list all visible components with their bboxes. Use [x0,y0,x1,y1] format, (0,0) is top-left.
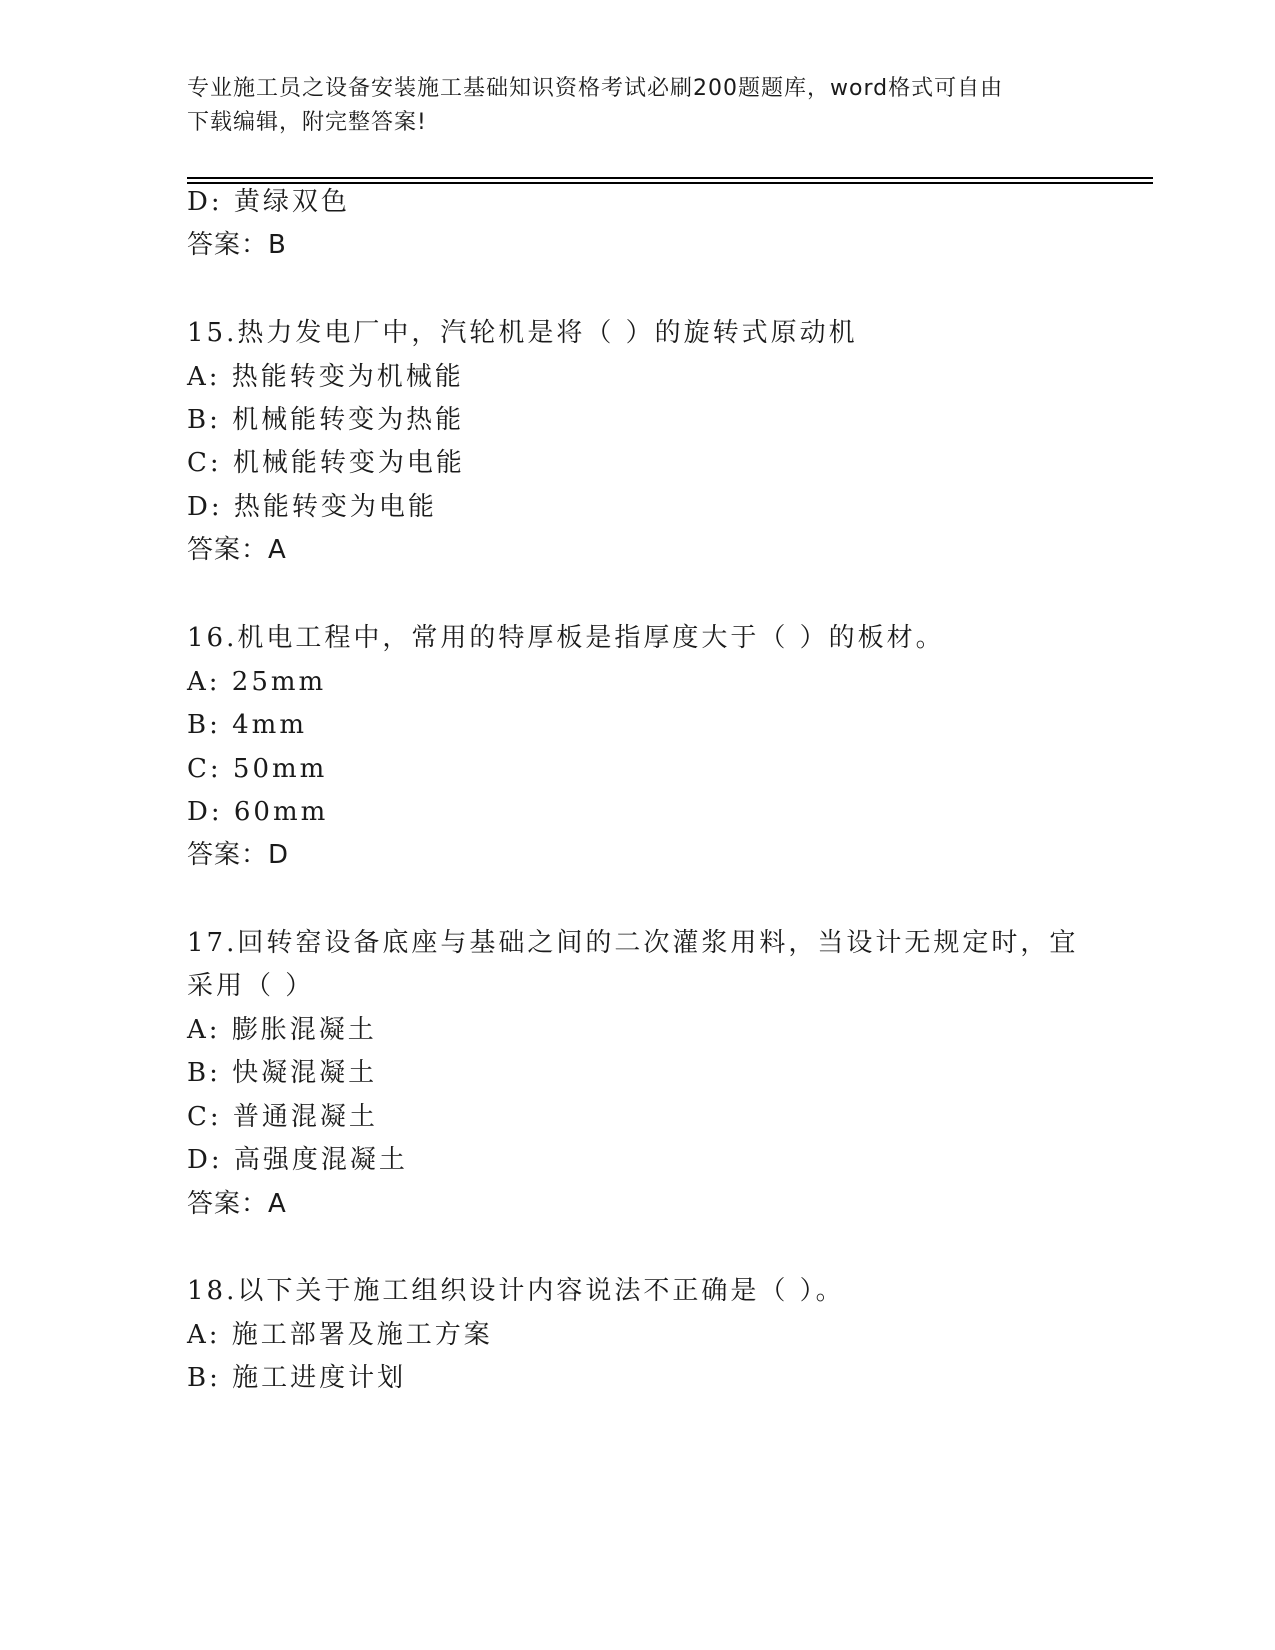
header-divider-top [187,177,1153,179]
q16-option-a: A: 25mm [187,667,327,697]
q16-answer: 答案：D [187,840,290,870]
q17-option-a: A: 膨胀混凝土 [187,1015,377,1045]
header-title-line1: 专业施工员之设备安装施工基础知识资格考试必刷200题题库，word格式可自由 [187,76,1004,101]
question-17-line1: 17.回转窑设备底座与基础之间的二次灌浆用料，当设计无规定时，宜 [187,928,1079,958]
q15-option-c: C: 机械能转变为电能 [187,448,465,478]
header-title-line2: 下载编辑，附完整答案! [187,110,427,135]
q18-option-b: B: 施工进度计划 [187,1363,407,1393]
question-17-line2: 采用（ ） [187,971,315,1001]
q15-answer: 答案：A [187,535,287,565]
q15-option-a: A: 热能转变为机械能 [187,362,464,392]
q16-option-b: B: 4mm [187,710,307,740]
q16-option-d: D: 60mm [187,797,329,827]
question-18: 18.以下关于施工组织设计内容说法不正确是（ ）。 [187,1276,845,1306]
answer-prev: 答案：B [187,230,287,260]
document-header [187,72,1067,140]
option-d-prev: D: 黄绿双色 [187,187,350,217]
q17-option-d: D: 高强度混凝土 [187,1145,408,1175]
question-15: 15.热力发电厂中，汽轮机是将（ ）的旋转式原动机 [187,318,858,348]
q15-option-d: D: 热能转变为电能 [187,492,437,522]
q16-option-c: C: 50mm [187,754,328,784]
q18-option-a: A: 施工部署及施工方案 [187,1320,493,1350]
question-16: 16.机电工程中，常用的特厚板是指厚度大于（ ）的板材。 [187,623,945,653]
q17-answer: 答案：A [187,1189,287,1219]
q15-option-b: B: 机械能转变为热能 [187,405,465,435]
header-divider-bottom [187,182,1153,184]
q17-option-b: B: 快凝混凝土 [187,1058,378,1088]
q17-option-c: C: 普通混凝土 [187,1102,378,1132]
